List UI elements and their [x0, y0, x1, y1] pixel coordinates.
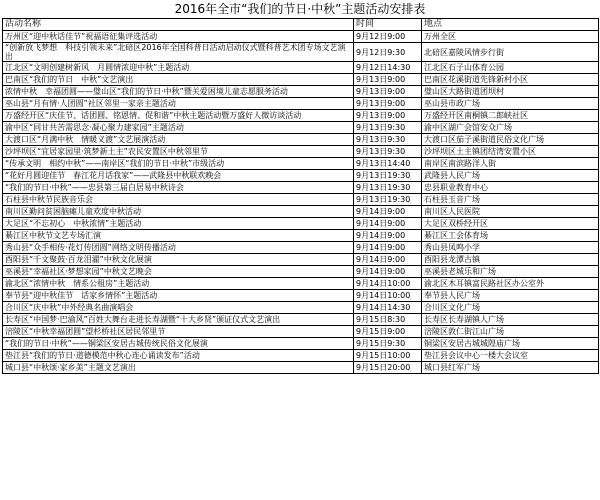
cell-time: 9月14日9:00 [354, 266, 422, 278]
cell-time: 9月13日9:30 [354, 146, 422, 158]
cell-activity-name: 涪陵区“中秋幸福团圆”望杉桥社区居民邻里节 [3, 326, 354, 338]
cell-place: 江北区石子山体育公园 [422, 62, 599, 74]
table-header-row [3, 19, 599, 31]
table-row [3, 158, 599, 170]
cell-activity-name: 酉阳县“千文聚鼓·百龙泪濯”中秋文化展演 [3, 254, 354, 266]
cell-place: 北碚区嘉陵风情步行街 [422, 43, 599, 62]
cell-time: 9月13日9:00 [354, 74, 422, 86]
cell-place: 渝北区木耳镇富民路社区办公室外 [422, 278, 599, 290]
cell-activity-name: 綦江区中秋节文艺专场汇演 [3, 230, 354, 242]
table-row [3, 182, 599, 194]
cell-time: 9月13日9:00 [354, 98, 422, 110]
cell-time: 9月13日19:30 [354, 182, 422, 194]
table-row [3, 350, 599, 362]
cell-time: 9月14日9:00 [354, 254, 422, 266]
cell-place: 涪陵区敦仁街江山广场 [422, 326, 599, 338]
table-row [3, 266, 599, 278]
cell-place: 长寿区长寿湖镇人广场 [422, 314, 599, 326]
cell-time: 9月12日9:30 [354, 43, 422, 62]
cell-time: 9月12日9:00 [354, 31, 422, 43]
cell-place: 合川区文化广场 [422, 302, 599, 314]
cell-time: 9月12日14:30 [354, 62, 422, 74]
table-row [3, 326, 599, 338]
cell-activity-name: 巴南区“我们的节日 中秋”文艺演出 [3, 74, 354, 86]
cell-activity-name: 渝中区“同甘共苦需思念·凝心聚力建家园”主题活动 [3, 122, 354, 134]
cell-time: 9月14日14:30 [354, 302, 422, 314]
table-row [3, 302, 599, 314]
cell-time: 9月15日20:00 [354, 362, 422, 374]
cell-time: 9月14日10:00 [354, 290, 422, 302]
cell-time: 9月14日9:00 [354, 242, 422, 254]
cell-place: 城口县红军广场 [422, 362, 599, 374]
cell-activity-name: 浓情中秋 幸福团圆——璧山区“我们的节日·中秋”暨关爱困境儿童志愿服务活动 [3, 86, 354, 98]
table-row [3, 338, 599, 350]
cell-time: 9月15日8:30 [354, 314, 422, 326]
cell-time: 9月13日19:30 [354, 170, 422, 182]
cell-place: 綦江区工会体育场 [422, 230, 599, 242]
cell-place: 武隆县人民广场 [422, 170, 599, 182]
table-row [3, 134, 599, 146]
cell-activity-name: “传承文明 相约中秋”——南岸区“我们的节日·中秋”市级活动 [3, 158, 354, 170]
cell-place: 巴南区花溪街道先锋新村小区 [422, 74, 599, 86]
cell-activity-name: 渝北区“浓情中秋 情系公租房”主题活动 [3, 278, 354, 290]
cell-place: 奉节县人民广场 [422, 290, 599, 302]
header-time: 时间 [354, 19, 422, 31]
cell-activity-name: 长寿区“中国梦·巴渝风”百姓大舞台走进长寿湖暨“十大乡贤”颁证仪式文艺演出 [3, 314, 354, 326]
cell-activity-name: 大足区“不忘初心 中秋浓情”主题活动 [3, 218, 354, 230]
cell-time: 9月13日9:30 [354, 122, 422, 134]
cell-place: 万盛经开区南桐镇二郎峡社区 [422, 110, 599, 122]
cell-place: 璧山区大路街道团坝村 [422, 86, 599, 98]
cell-place: 南岸区南滨路洋人街 [422, 158, 599, 170]
cell-activity-name: 石柱县中秋节民族音乐会 [3, 194, 354, 206]
table-row [3, 230, 599, 242]
table-row [3, 74, 599, 86]
table-row [3, 62, 599, 74]
table-row [3, 122, 599, 134]
cell-place: 南川区人民医院 [422, 206, 599, 218]
table-row [3, 98, 599, 110]
cell-place: 忠县职业教育中心 [422, 182, 599, 194]
cell-activity-name: 秀山县“众手相传·花灯传团圆”网络文明传播活动 [3, 242, 354, 254]
header-place: 地点 [422, 19, 599, 31]
cell-time: 9月15日10:00 [354, 350, 422, 362]
cell-activity-name: 奉节县“迎中秋佳节 话家乡情怀”主题活动 [3, 290, 354, 302]
cell-place: 渝中区湖广会馆安众广场 [422, 122, 599, 134]
cell-time: 9月13日19:30 [354, 194, 422, 206]
cell-place: 秀山县凤鸣小学 [422, 242, 599, 254]
cell-activity-name: 万盛经开区“庆佳节、话团圆、铭恩情、促和谐”中秋主题活动暨万盛好人微访谈活动 [3, 110, 354, 122]
table-row [3, 290, 599, 302]
cell-place: 垫江县会议中心一楼大会议室 [422, 350, 599, 362]
table-row [3, 43, 599, 62]
table-row [3, 170, 599, 182]
table-row [3, 146, 599, 158]
table-row [3, 314, 599, 326]
table-row [3, 194, 599, 206]
cell-activity-name: 大渡口区“月满中秋 情暖义渡”文艺展演活动 [3, 134, 354, 146]
cell-activity-name: 沙坪坝区“宜居家园里·筑梦新土主”农民安置区中秋邻里节 [3, 146, 354, 158]
table-row [3, 86, 599, 98]
cell-activity-name: 城口县“中秋颂·家乡美”主题文艺演出 [3, 362, 354, 374]
cell-place: 铜梁区安居古城城隍庙广场 [422, 338, 599, 350]
cell-time: 9月14日9:00 [354, 206, 422, 218]
cell-place: 巫溪县老城乐和广场 [422, 266, 599, 278]
cell-activity-name: “我们的节日·中秋”——铜梁区安居古城传统民俗文化展演 [3, 338, 354, 350]
schedule-table [2, 18, 599, 374]
table-row [3, 110, 599, 122]
cell-place: 巫山县市政广场 [422, 98, 599, 110]
table-row [3, 206, 599, 218]
cell-time: 9月13日9:30 [354, 134, 422, 146]
header-activity-name: 活动名称 [3, 19, 354, 31]
cell-activity-name: 南川区勤问贫困脑瘫儿童欢度中秋活动 [3, 206, 354, 218]
cell-activity-name: 合川区“庆中秋”中外经典名曲演唱会 [3, 302, 354, 314]
cell-activity-name: 万州区“迎中秋话佳节”祝福语征集评选活动 [3, 31, 354, 43]
cell-activity-name: 巫溪县“幸福社区·梦想家园”中秋文艺晚会 [3, 266, 354, 278]
cell-activity-name: “创新放飞梦想 科技引领未来”北碚区2016年全国科普日活动启动仪式暨科普艺术团专场文艺演出 [3, 43, 354, 62]
cell-time: 9月13日14:40 [354, 158, 422, 170]
table-row [3, 218, 599, 230]
table-row [3, 278, 599, 290]
cell-place: 万州全区 [422, 31, 599, 43]
cell-activity-name: “花好月圆迎佳节 春江花月话我家”——武隆县中秋联欢晚会 [3, 170, 354, 182]
cell-time: 9月15日9:00 [354, 326, 422, 338]
table-row [3, 242, 599, 254]
table-row [3, 254, 599, 266]
table-row [3, 362, 599, 374]
cell-place: 大足区双桥经开区 [422, 218, 599, 230]
cell-place: 酉阳县龙潭古镇 [422, 254, 599, 266]
cell-activity-name: 巫山县“月有情·人团圆”社区邻里一家亲主题活动 [3, 98, 354, 110]
cell-time: 9月15日9:30 [354, 338, 422, 350]
cell-activity-name: 垫江县“我们的节日·道德模范中秋心连心诵读发布”活动 [3, 350, 354, 362]
cell-place: 沙坪坝区土主镇团结湾安置小区 [422, 146, 599, 158]
cell-place: 石柱县玉音广场 [422, 194, 599, 206]
page-title: 2016年全市“我们的节日·中秋”主题活动安排表 [174, 2, 426, 16]
cell-place: 大渡口区茄子溪街道民俗文化广场 [422, 134, 599, 146]
table-body [3, 31, 599, 374]
cell-time: 9月13日9:00 [354, 110, 422, 122]
table-row [3, 31, 599, 43]
cell-time: 9月14日9:00 [354, 230, 422, 242]
cell-activity-name: “我们的节日·中秋”——忠县第三届白居易中秋诗会 [3, 182, 354, 194]
cell-time: 9月14日9:00 [354, 218, 422, 230]
cell-activity-name: 江北区“文明创建树新风 月圆情浓迎中秋”主题活动 [3, 62, 354, 74]
cell-time: 9月14日10:00 [354, 278, 422, 290]
cell-time: 9月13日9:00 [354, 86, 422, 98]
